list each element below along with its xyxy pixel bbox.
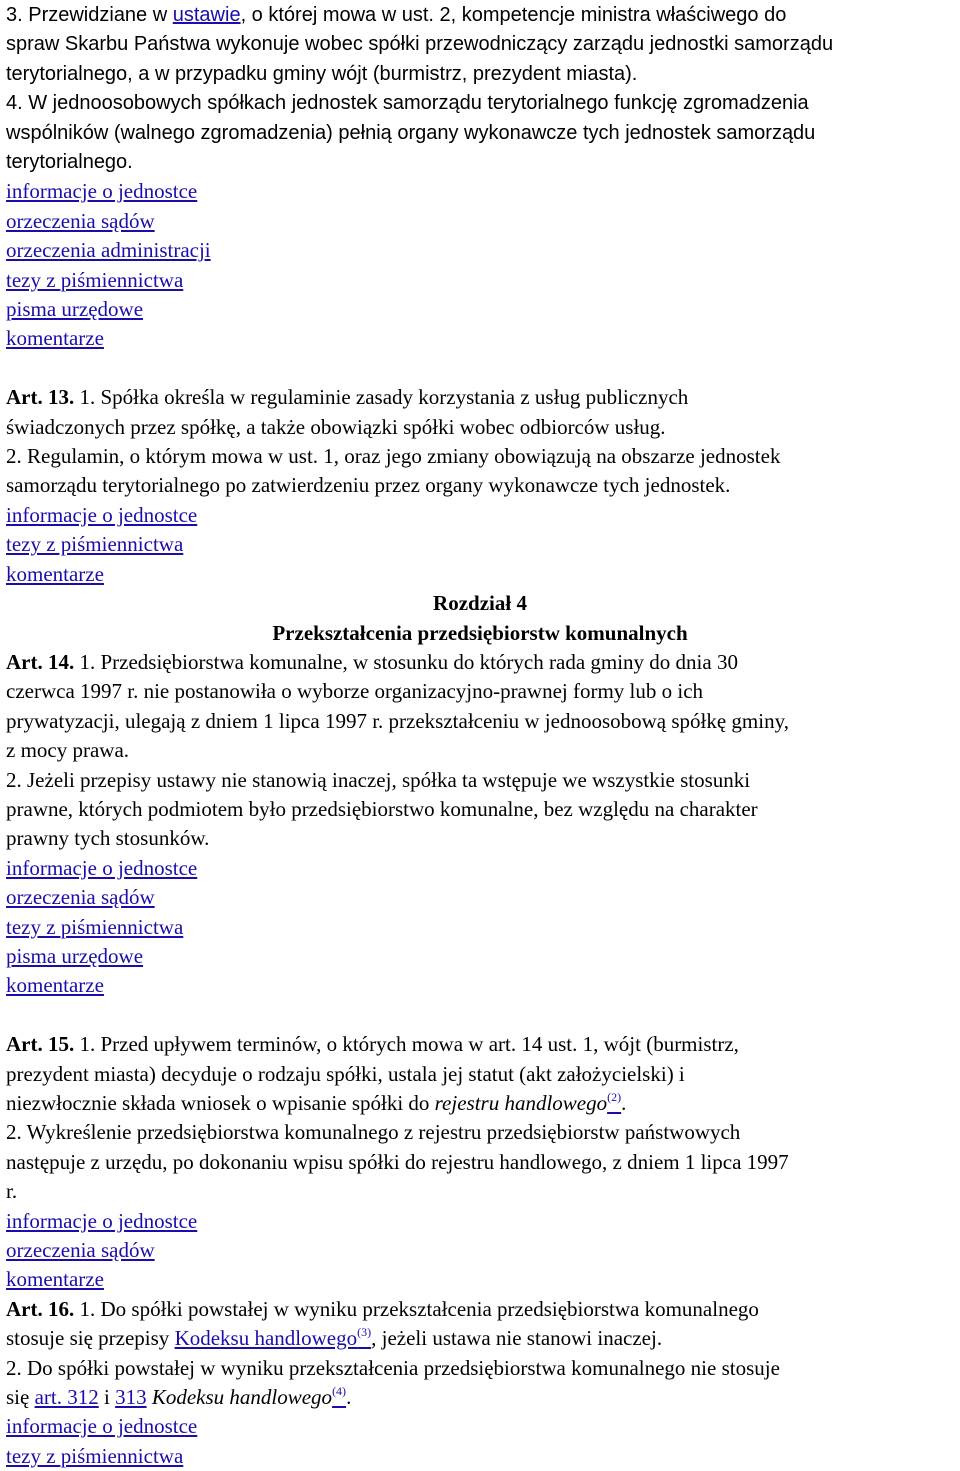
text: się bbox=[6, 1385, 35, 1410]
links-group-art14 bbox=[6, 854, 954, 1001]
links-group-art15 bbox=[6, 1207, 954, 1295]
spacer bbox=[6, 354, 954, 383]
footnote-link-3[interactable] bbox=[357, 1326, 371, 1350]
text-line bbox=[6, 1, 954, 30]
text-line: terytorialnego, a w przypadku gminy wójt (burmistrz, prezydent miasta). bbox=[6, 62, 638, 85]
link-informacje-o-jednostce[interactable]: informacje o jednostce bbox=[6, 502, 198, 527]
italic-text: rejestru handlowego bbox=[434, 1091, 608, 1115]
link-orzeczenia-sadow[interactable]: orzeczenia sądów bbox=[6, 1238, 155, 1263]
text-line: terytorialnego. bbox=[6, 151, 133, 174]
text: i bbox=[98, 1385, 116, 1410]
link-tezy-z-pismiennictwa[interactable]: tezy z piśmiennictwa bbox=[6, 267, 184, 292]
text-line: r. bbox=[6, 1179, 18, 1204]
link-komentarze[interactable]: komentarze bbox=[6, 326, 104, 351]
text: 1. Spółka określa w regulaminie zasady korzystania z usług publicznych bbox=[74, 385, 689, 410]
text-line bbox=[6, 1030, 954, 1059]
text-line: prezydent miasta) decyduje o rodzaju spółki, ustala jej statut (akt założycielski) i bbox=[6, 1061, 685, 1086]
text-line: z mocy prawa. bbox=[6, 738, 130, 763]
footnote-link-4[interactable] bbox=[332, 1385, 346, 1409]
link-orzeczenia-sadow[interactable]: orzeczenia sądów bbox=[6, 885, 155, 910]
footnote-marker: (3) bbox=[357, 1325, 372, 1340]
text: 1. Do spółki powstałej w wyniku przekształcenia przedsiębiorstwa komunalnego bbox=[74, 1296, 759, 1321]
text-line: prywatyzacji, ulegają z dniem 1 lipca 1997 r. przekształceniu w jednoosobową spółkę gminy, bbox=[6, 708, 789, 733]
link-informacje-o-jednostce[interactable]: informacje o jednostce bbox=[6, 855, 198, 880]
text: . bbox=[621, 1091, 627, 1115]
footnote-marker: (2) bbox=[607, 1090, 622, 1104]
chapter-title: Rozdział 4 bbox=[433, 591, 527, 616]
link-tezy-z-pismiennictwa[interactable]: tezy z piśmiennictwa bbox=[6, 532, 184, 557]
text-line: wspólników (walnego zgromadzenia) pełnią organy wykonawcze tych jednostek samorządu bbox=[6, 121, 816, 144]
text-line bbox=[6, 1295, 954, 1324]
article-label: Art. 15. bbox=[6, 1032, 75, 1057]
text-line: 4. W jednoosobowych spółkach jednostek samorządu terytorialnego funkcję zgromadzenia bbox=[6, 92, 809, 115]
article-15 bbox=[6, 1030, 954, 1206]
text-line: następuje z urzędu, po dokonaniu wpisu spółki do rejestru handlowego, z dniem 1 lipca 1997 bbox=[6, 1149, 789, 1174]
text-line: spraw Skarbu Państwa wykonuje wobec spółki przewodniczący zarządu jednostki samorządu bbox=[6, 33, 834, 56]
text-line: czerwca 1997 r. nie postanowiła o wyborze organizacyjno-prawnej formy lub o ich bbox=[6, 679, 704, 704]
text-line bbox=[6, 648, 954, 677]
article-label: Art. 16. bbox=[6, 1296, 75, 1321]
link-ustawie[interactable]: ustawie bbox=[172, 4, 241, 26]
text-line bbox=[6, 1383, 954, 1412]
text: , o której mowa w ust. 2, kompetencje ministra właściwego do bbox=[240, 4, 787, 26]
article-14 bbox=[6, 648, 954, 854]
link-informacje-o-jednostce[interactable]: informacje o jednostce bbox=[6, 1414, 198, 1439]
article-label: Art. 13. bbox=[6, 385, 75, 410]
text-line: prawne, których podmiotem było przedsiębiorstwo komunalne, bez względu na charakter bbox=[6, 796, 758, 821]
link-pisma-urzedowe[interactable]: pisma urzędowe bbox=[6, 943, 144, 968]
article-label: Art. 14. bbox=[6, 649, 75, 674]
text: , jeżeli ustawa nie stanowi inaczej. bbox=[371, 1326, 663, 1351]
text: stosuje się przepisy bbox=[6, 1326, 175, 1351]
italic-text: Kodeksu handlowego bbox=[151, 1385, 333, 1410]
text: 3. Przewidziane w bbox=[6, 4, 173, 26]
text-line: 2. Wykreślenie przedsiębiorstwa komunalnego z rejestru przedsiębiorstw państwowych bbox=[6, 1120, 741, 1145]
chapter-heading bbox=[6, 589, 954, 648]
text-line: 2. Do spółki powstałej w wyniku przekształcenia przedsiębiorstwa komunalnego nie stosuje bbox=[6, 1355, 780, 1380]
spacer bbox=[6, 1001, 954, 1030]
links-group-art16 bbox=[6, 1412, 954, 1471]
text-line: 2. Regulamin, o którym mowa w ust. 1, oraz jego zmiany obowiązują na obszarze jednostek bbox=[6, 444, 781, 469]
text-line: prawny tych stosunków. bbox=[6, 826, 210, 851]
text-line: samorządu terytorialnego po zatwierdzeniu przez organy wykonawcze tych jednostek. bbox=[6, 473, 731, 498]
link-informacje-o-jednostce[interactable]: informacje o jednostce bbox=[6, 179, 198, 204]
link-kodeksu-handlowego[interactable]: Kodeksu handlowego bbox=[174, 1326, 358, 1351]
text: niezwłocznie składa wniosek o wpisanie spółki do bbox=[6, 1091, 435, 1115]
link-komentarze[interactable]: komentarze bbox=[6, 973, 104, 998]
text: 1. Przedsiębiorstwa komunalne, w stosunku do których rada gminy do dnia 30 bbox=[74, 649, 738, 674]
link-313[interactable]: 313 bbox=[115, 1385, 147, 1410]
article-13 bbox=[6, 383, 954, 501]
link-tezy-z-pismiennictwa[interactable]: tezy z piśmiennictwa bbox=[6, 1443, 184, 1468]
chapter-subtitle: Przekształcenia przedsiębiorstw komunalnych bbox=[272, 620, 688, 645]
text-line bbox=[6, 383, 954, 412]
text: 1. Przed upływem terminów, o których mowa w art. 14 ust. 1, wójt (burmistrz, bbox=[74, 1032, 739, 1057]
links-group-art12 bbox=[6, 177, 954, 353]
link-informacje-o-jednostce[interactable]: informacje o jednostce bbox=[6, 1208, 198, 1233]
paragraph-4 bbox=[6, 89, 954, 177]
text-line bbox=[6, 1324, 954, 1353]
link-orzeczenia-sadow[interactable]: orzeczenia sądów bbox=[6, 208, 155, 233]
paragraph-3 bbox=[6, 1, 954, 89]
link-pisma-urzedowe[interactable]: pisma urzędowe bbox=[6, 297, 144, 322]
link-komentarze[interactable]: komentarze bbox=[6, 1267, 104, 1292]
text-line: 2. Jeżeli przepisy ustawy nie stanowią inaczej, spółka ta wstępuje we wszystkie stosunki bbox=[6, 767, 751, 792]
footnote-marker: (4) bbox=[332, 1384, 347, 1399]
text-line: świadczonych przez spółkę, a także obowiązki spółki wobec odbiorców usług. bbox=[6, 414, 666, 439]
link-tezy-z-pismiennictwa[interactable]: tezy z piśmiennictwa bbox=[6, 914, 184, 939]
footnote-link-2[interactable] bbox=[607, 1091, 621, 1115]
link-komentarze[interactable]: komentarze bbox=[6, 561, 104, 586]
text-line bbox=[6, 1089, 954, 1118]
article-16 bbox=[6, 1295, 954, 1413]
text: . bbox=[346, 1385, 352, 1410]
link-orzeczenia-administracji[interactable]: orzeczenia administracji bbox=[6, 238, 211, 263]
link-art-312[interactable]: art. 312 bbox=[34, 1385, 99, 1410]
links-group-art13 bbox=[6, 501, 954, 589]
